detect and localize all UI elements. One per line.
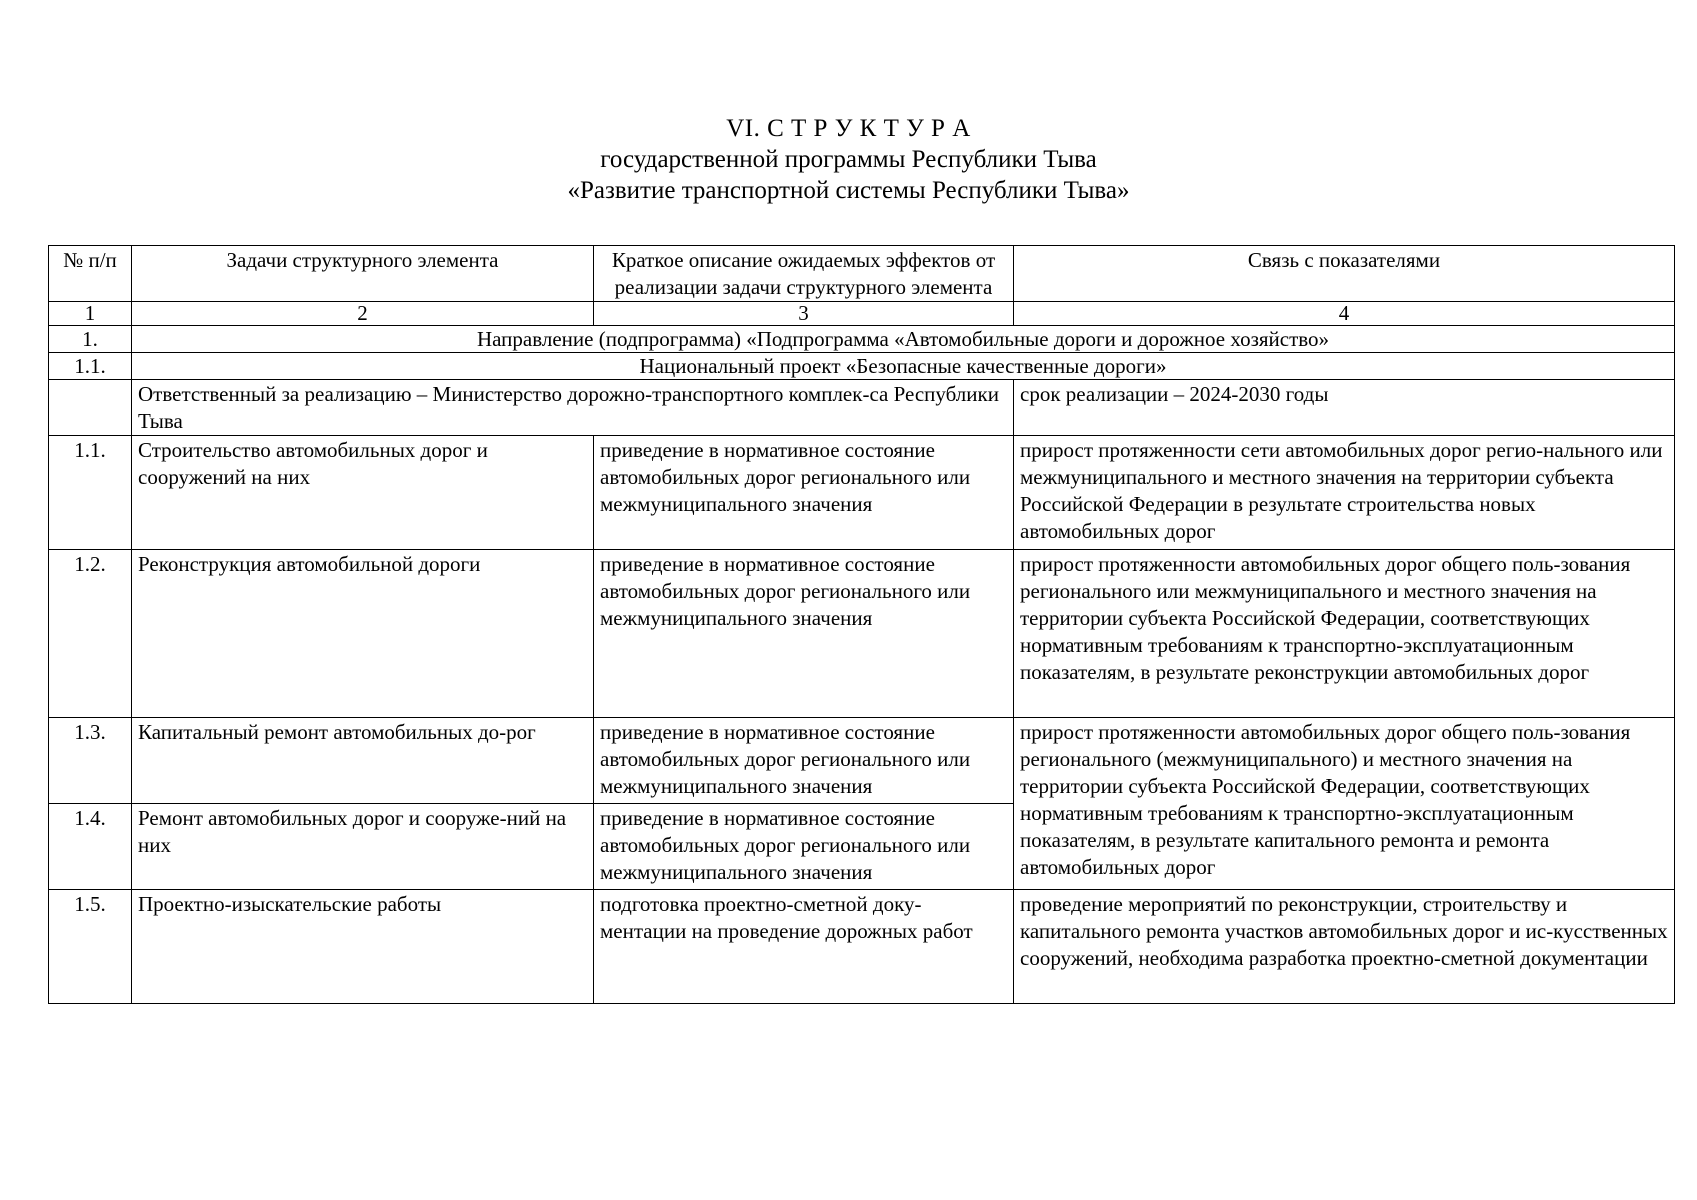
project-row bbox=[49, 353, 1675, 380]
row-number: 1.1. bbox=[49, 436, 132, 550]
table-row bbox=[49, 718, 1675, 804]
row-indicator-link: проведение мероприятий по реконструкции, строительству и капитального ремонта участков автомобильных дорог и ис-кусственных сооружений, необходима разработка проектно-сметной документации bbox=[1014, 890, 1675, 1004]
row-number: 1.5. bbox=[49, 890, 132, 1004]
row-task: Реконструкция автомобильной дороги bbox=[132, 550, 594, 718]
row-effect: приведение в нормативное состояние автомобильных дорог регионального или межмуниципального значения bbox=[594, 804, 1014, 890]
row-effect: приведение в нормативное состояние автомобильных дорог регионального или межмуниципального значения bbox=[594, 550, 1014, 718]
header-effects: Краткое описание ожидаемых эффектов от реализации задачи структурного элемента bbox=[594, 246, 1014, 302]
column-number: 4 bbox=[1014, 302, 1675, 326]
row-task: Ремонт автомобильных дорог и сооруже-ний на них bbox=[132, 804, 594, 890]
direction-row bbox=[49, 326, 1675, 353]
column-number-row bbox=[49, 302, 1675, 326]
row-task: Проектно-изыскательские работы bbox=[132, 890, 594, 1004]
direction-title: Направление (подпрограмма) «Подпрограмма «Автомобильные дороги и дорожное хозяйство» bbox=[132, 326, 1675, 353]
document-subtitle: государственной программы Республики Тыва bbox=[600, 146, 1097, 173]
header-tasks: Задачи структурного элемента bbox=[132, 246, 594, 302]
program-name: «Развитие транспортной системы Республики Тыва» bbox=[567, 177, 1130, 204]
project-title: Национальный проект «Безопасные качественные дороги» bbox=[132, 353, 1675, 380]
responsible-row bbox=[49, 380, 1675, 436]
project-number: 1.1. bbox=[49, 353, 132, 380]
row-number: 1.4. bbox=[49, 804, 132, 890]
header-link: Связь с показателями bbox=[1014, 246, 1675, 302]
header-number: № п/п bbox=[49, 246, 132, 302]
direction-number: 1. bbox=[49, 326, 132, 353]
empty-cell bbox=[49, 380, 132, 436]
row-number: 1.3. bbox=[49, 718, 132, 804]
column-number: 3 bbox=[594, 302, 1014, 326]
table-header-row bbox=[49, 246, 1675, 302]
shared-indicator-link: прирост протяженности автомобильных дорог общего поль-зования регионального (межмуниципального) и местного значения на территории субъекта Российской Федерации, соответствующих нормативным требованиям к транспортно-эксплуатационным показателям, в результате капитального ремонта и ремонта автомобильных дорог bbox=[1014, 718, 1675, 890]
row-number: 1.2. bbox=[49, 550, 132, 718]
row-effect: подготовка проектно-сметной доку-ментации на проведение дорожных работ bbox=[594, 890, 1014, 1004]
table-row bbox=[49, 436, 1675, 550]
row-effect: приведение в нормативное состояние автомобильных дорог регионального или межмуниципального значения bbox=[594, 718, 1014, 804]
document-title: VI. С Т Р У К Т У Р А bbox=[726, 115, 971, 142]
responsible-text: Ответственный за реализацию – Министерство дорожно-транспортного комплек-са Республики Тыва bbox=[132, 380, 1014, 436]
table-row bbox=[49, 550, 1675, 718]
row-effect: приведение в нормативное состояние автомобильных дорог регионального или межмуниципального значения bbox=[594, 436, 1014, 550]
row-indicator-link: прирост протяженности автомобильных дорог общего поль-зования регионального или межмуниципального и местного значения на территории субъекта Российской Федерации, соответствующих нормативным требованиям к транспортно-эксплуатационным показателям, в результате реконструкции автомобильных дорог bbox=[1014, 550, 1675, 718]
table-row bbox=[49, 890, 1675, 1004]
column-number: 2 bbox=[132, 302, 594, 326]
row-task: Капитальный ремонт автомобильных до-рог bbox=[132, 718, 594, 804]
column-number: 1 bbox=[49, 302, 132, 326]
document-header bbox=[0, 113, 1697, 206]
row-indicator-link: прирост протяженности сети автомобильных дорог регио-нального или межмуниципального и местного значения на территории субъекта Российской Федерации в результате строительства новых автомобильных дорог bbox=[1014, 436, 1675, 550]
structure-table bbox=[48, 245, 1675, 1004]
implementation-term: срок реализации – 2024-2030 годы bbox=[1014, 380, 1675, 436]
row-task: Строительство автомобильных дорог и сооружений на них bbox=[132, 436, 594, 550]
